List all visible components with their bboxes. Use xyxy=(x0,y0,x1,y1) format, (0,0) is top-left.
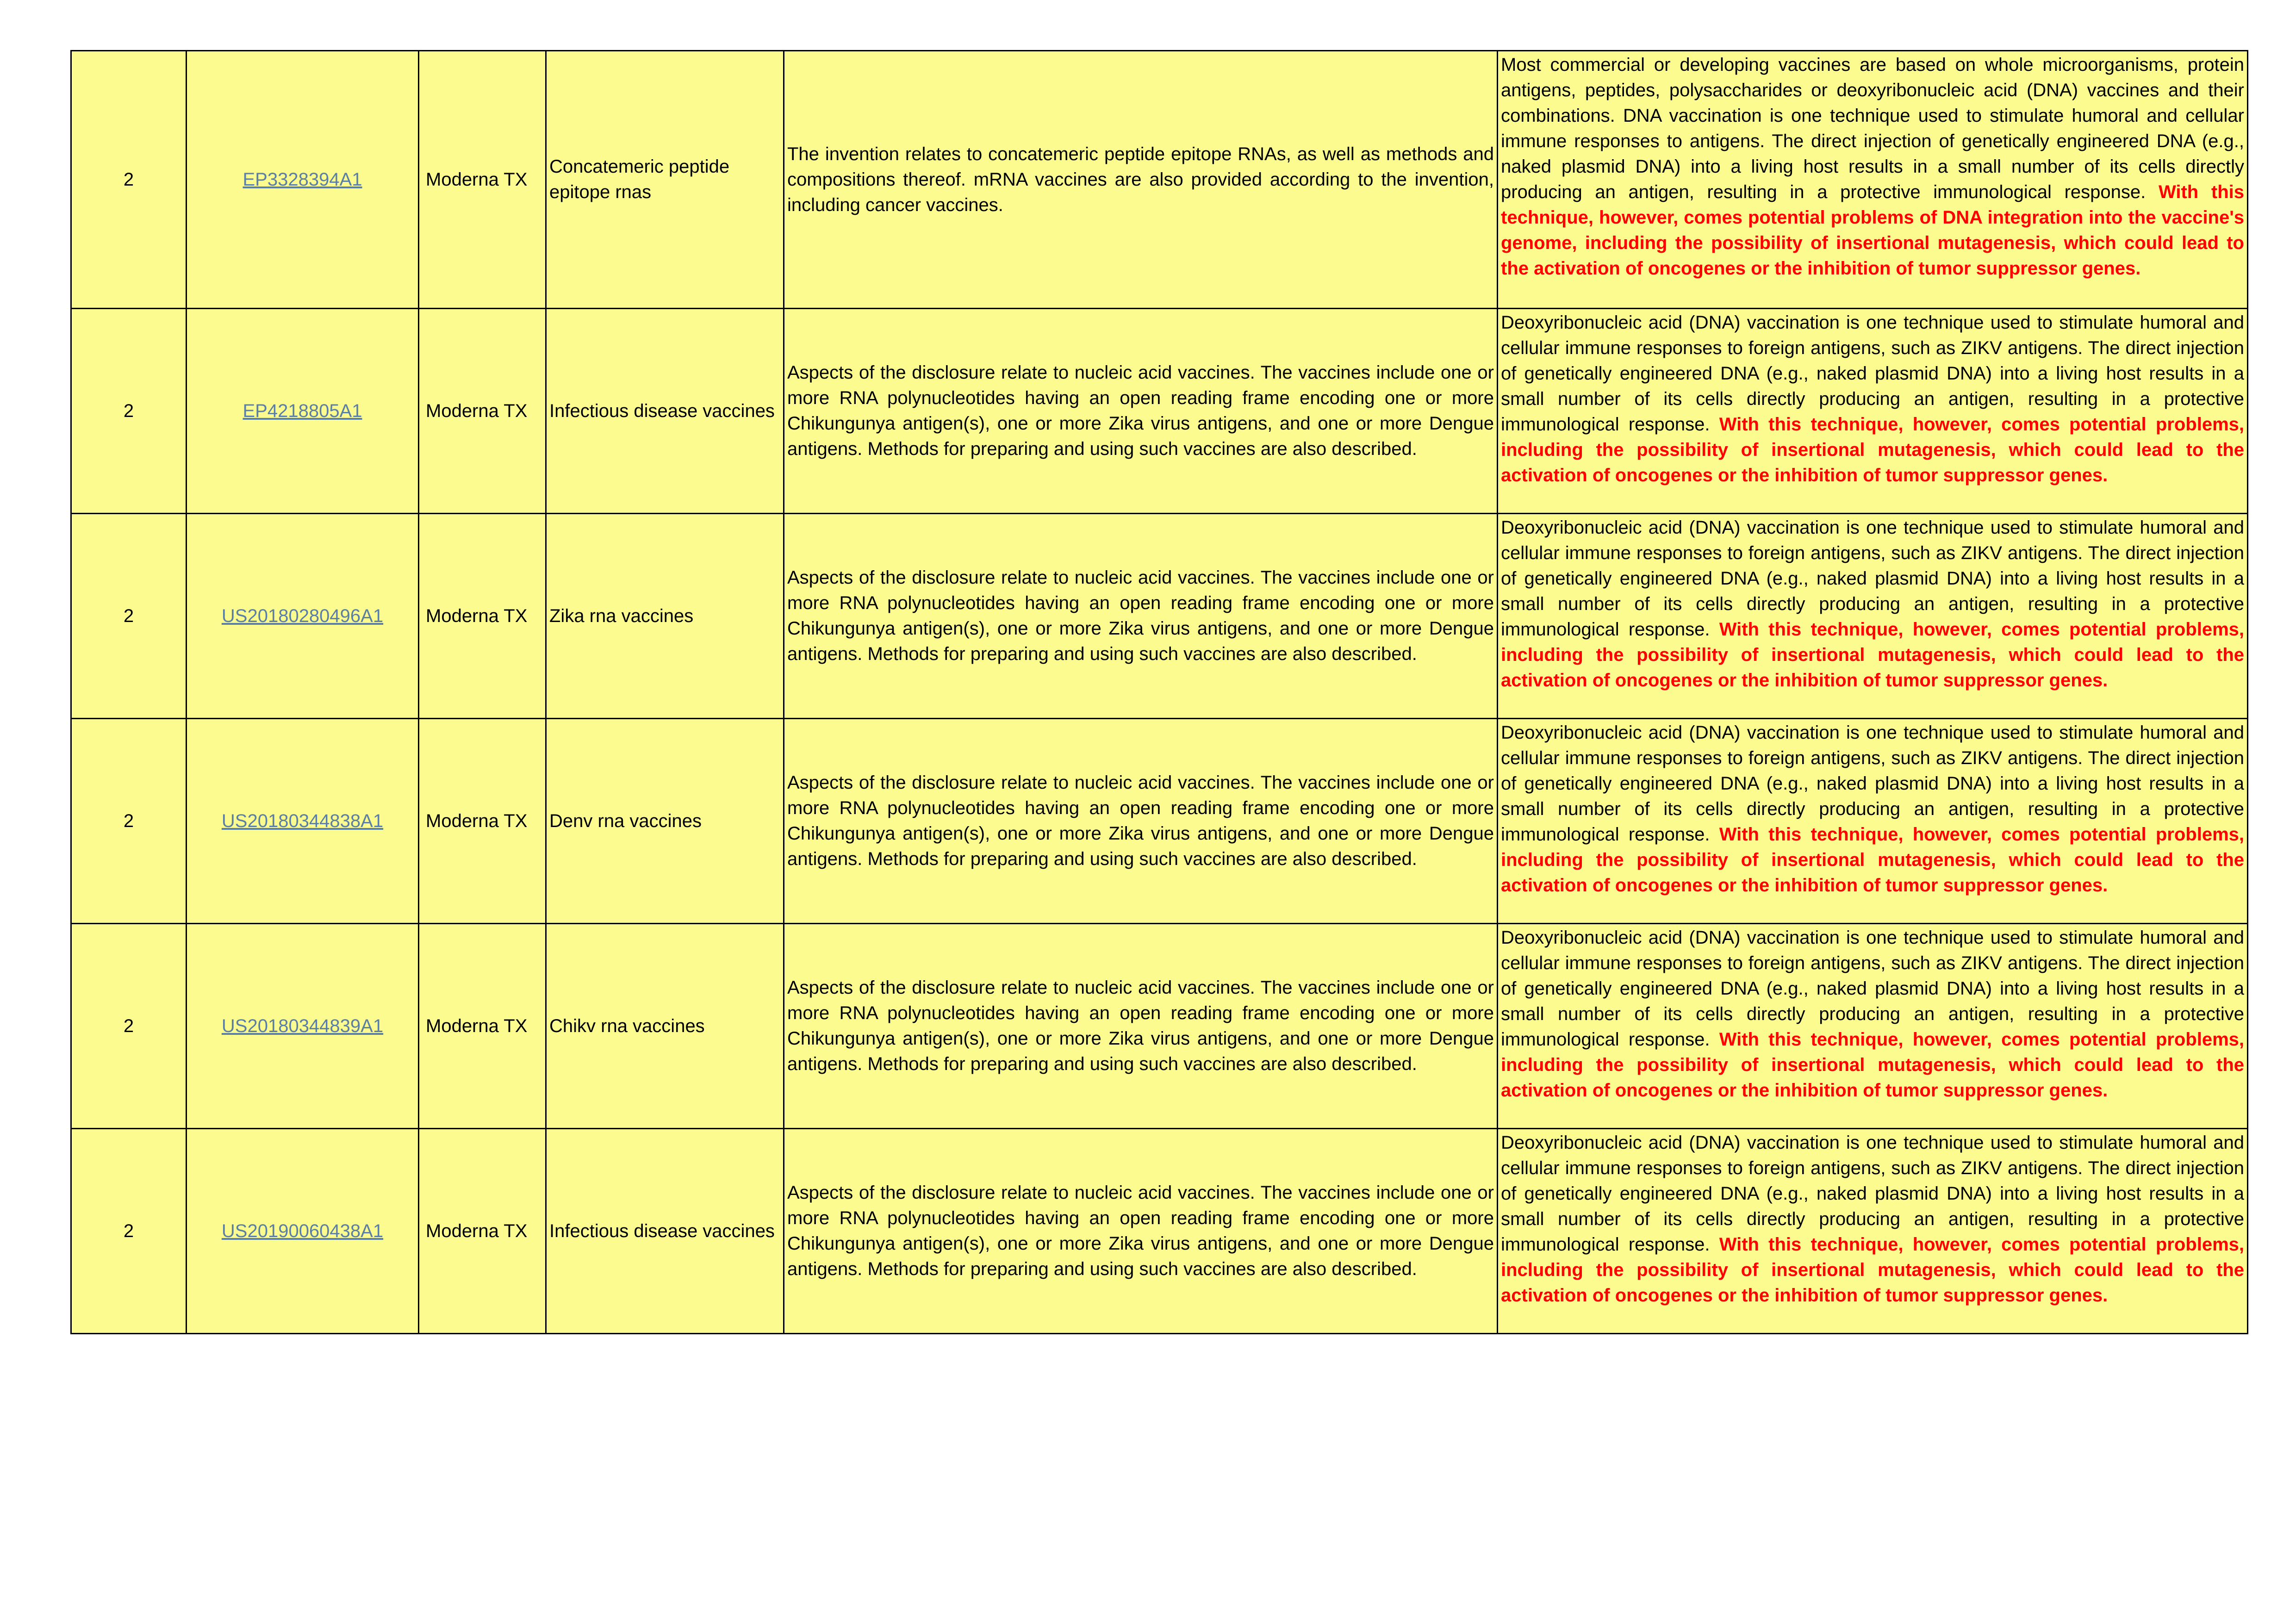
background-cell xyxy=(1498,51,2248,309)
warning-text: With this technique, however, comes potential problems of DNA integration into the vaccine's genome, including the possibility of insertional mutagenesis, which could lead to the activation of oncogenes or the inhibition of tumor suppressor genes. xyxy=(1501,182,2244,279)
patent-link[interactable]: US20190060438A1 xyxy=(221,1220,384,1241)
title-cell: Infectious disease vaccines xyxy=(546,1129,784,1334)
patent-number-cell xyxy=(187,514,419,719)
abstract-cell: Aspects of the disclosure relate to nucleic acid vaccines. The vaccines include one or more RNA polynucleotides having an open reading frame encoding one or more Chikungunya antigen(s), one or more Zika virus antigens, and one or more Dengue antigens. Methods for preparing and using such vaccines are also described. xyxy=(784,309,1498,514)
row-number: 2 xyxy=(71,1129,187,1334)
warning-text: With this technique, however, comes potential problems, including the possibility of insertional mutagenesis, which could lead to the activation of oncogenes or the inhibition of tumor suppressor genes. xyxy=(1501,414,2244,485)
row-number: 2 xyxy=(71,309,187,514)
row-number: 2 xyxy=(71,51,187,309)
background-text: Deoxyribonucleic acid (DNA) vaccination is one technique used to stimulate humoral and cellular immune responses to foreign antigens, such as ZIKV antigens. The direct injection of genetically engineered DNA (e.g., naked plasmid DNA) into a living host results in a small number of its cells directly producing an antigen, resulting in a protective immunological response. xyxy=(1501,517,2244,640)
background-cell xyxy=(1498,514,2248,719)
background-text: Deoxyribonucleic acid (DNA) vaccination is one technique used to stimulate humoral and cellular immune responses to foreign antigens, such as ZIKV antigens. The direct injection of genetically engineered DNA (e.g., naked plasmid DNA) into a living host results in a small number of its cells directly producing an antigen, resulting in a protective immunological response. xyxy=(1501,1132,2244,1255)
patent-link[interactable]: US20180344838A1 xyxy=(221,810,384,831)
table-row xyxy=(71,514,2248,719)
abstract-cell: Aspects of the disclosure relate to nucleic acid vaccines. The vaccines include one or more RNA polynucleotides having an open reading frame encoding one or more Chikungunya antigen(s), one or more Zika virus antigens, and one or more Dengue antigens. Methods for preparing and using such vaccines are also described. xyxy=(784,514,1498,719)
background-text: Deoxyribonucleic acid (DNA) vaccination is one technique used to stimulate humoral and cellular immune responses to foreign antigens, such as ZIKV antigens. The direct injection of genetically engineered DNA (e.g., naked plasmid DNA) into a living host results in a small number of its cells directly producing an antigen, resulting in a protective immunological response. xyxy=(1501,722,2244,845)
patent-link[interactable]: US20180280496A1 xyxy=(221,605,384,626)
warning-text: With this technique, however, comes potential problems, including the possibility of insertional mutagenesis, which could lead to the activation of oncogenes or the inhibition of tumor suppressor genes. xyxy=(1501,1029,2244,1101)
background-text: Deoxyribonucleic acid (DNA) vaccination is one technique used to stimulate humoral and cellular immune responses to foreign antigens, such as ZIKV antigens. The direct injection of genetically engineered DNA (e.g., naked plasmid DNA) into a living host results in a small number of its cells directly producing an antigen, resulting in a protective immunological response. xyxy=(1501,927,2244,1050)
table-row xyxy=(71,924,2248,1129)
applicant-cell: Moderna TX xyxy=(419,51,546,309)
row-number: 2 xyxy=(71,514,187,719)
patent-number-cell xyxy=(187,719,419,924)
row-number: 2 xyxy=(71,924,187,1129)
patent-number-cell xyxy=(187,51,419,309)
table-row xyxy=(71,719,2248,924)
warning-text: With this technique, however, comes potential problems, including the possibility of insertional mutagenesis, which could lead to the activation of oncogenes or the inhibition of tumor suppressor genes. xyxy=(1501,824,2244,896)
background-cell xyxy=(1498,309,2248,514)
title-cell: Zika rna vaccines xyxy=(546,514,784,719)
abstract-cell: Aspects of the disclosure relate to nucleic acid vaccines. The vaccines include one or more RNA polynucleotides having an open reading frame encoding one or more Chikungunya antigen(s), one or more Zika virus antigens, and one or more Dengue antigens. Methods for preparing and using such vaccines are also described. xyxy=(784,924,1498,1129)
background-text: Most commercial or developing vaccines are based on whole microorganisms, protein antigens, peptides, polysaccharides or deoxyribonucleic acid (DNA) vaccines and their combinations. DNA vaccination is one technique used to stimulate humoral and cellular immune responses to antigens. The direct injection of genetically engineered DNA (e.g., naked plasmid DNA) into a living host results in a small number of its cells directly producing an antigen, resulting in a protective immunological response. xyxy=(1501,55,2244,202)
abstract-cell: Aspects of the disclosure relate to nucleic acid vaccines. The vaccines include one or more RNA polynucleotides having an open reading frame encoding one or more Chikungunya antigen(s), one or more Zika virus antigens, and one or more Dengue antigens. Methods for preparing and using such vaccines are also described. xyxy=(784,719,1498,924)
title-cell: Chikv rna vaccines xyxy=(546,924,784,1129)
title-cell: Concatemeric peptide epitope rnas xyxy=(546,51,784,309)
background-cell xyxy=(1498,719,2248,924)
applicant-cell: Moderna TX xyxy=(419,514,546,719)
table-row xyxy=(71,309,2248,514)
background-cell xyxy=(1498,1129,2248,1334)
table-row xyxy=(71,51,2248,309)
applicant-cell: Moderna TX xyxy=(419,924,546,1129)
abstract-cell: Aspects of the disclosure relate to nucleic acid vaccines. The vaccines include one or more RNA polynucleotides having an open reading frame encoding one or more Chikungunya antigen(s), one or more Zika virus antigens, and one or more Dengue antigens. Methods for preparing and using such vaccines are also described. xyxy=(784,1129,1498,1334)
patent-link[interactable]: US20180344839A1 xyxy=(221,1015,384,1036)
patent-number-cell xyxy=(187,309,419,514)
patent-number-cell xyxy=(187,1129,419,1334)
applicant-cell: Moderna TX xyxy=(419,719,546,924)
abstract-cell: The invention relates to concatemeric peptide epitope RNAs, as well as methods and compositions thereof. mRNA vaccines are also provided according to the invention, including cancer vaccines. xyxy=(784,51,1498,309)
title-cell: Denv rna vaccines xyxy=(546,719,784,924)
patent-table xyxy=(70,50,2248,1334)
table-row xyxy=(71,1129,2248,1334)
warning-text: With this technique, however, comes potential problems, including the possibility of insertional mutagenesis, which could lead to the activation of oncogenes or the inhibition of tumor suppressor genes. xyxy=(1501,619,2244,691)
applicant-cell: Moderna TX xyxy=(419,1129,546,1334)
patent-link[interactable]: EP3328394A1 xyxy=(243,169,362,190)
applicant-cell: Moderna TX xyxy=(419,309,546,514)
warning-text: With this technique, however, comes potential problems, including the possibility of insertional mutagenesis, which could lead to the activation of oncogenes or the inhibition of tumor suppressor genes. xyxy=(1501,1234,2244,1306)
background-text: Deoxyribonucleic acid (DNA) vaccination is one technique used to stimulate humoral and cellular immune responses to foreign antigens, such as ZIKV antigens. The direct injection of genetically engineered DNA (e.g., naked plasmid DNA) into a living host results in a small number of its cells directly producing an antigen, resulting in a protective immunological response. xyxy=(1501,312,2244,435)
patent-number-cell xyxy=(187,924,419,1129)
patent-link[interactable]: EP4218805A1 xyxy=(243,400,362,421)
title-cell: Infectious disease vaccines xyxy=(546,309,784,514)
row-number: 2 xyxy=(71,719,187,924)
background-cell xyxy=(1498,924,2248,1129)
